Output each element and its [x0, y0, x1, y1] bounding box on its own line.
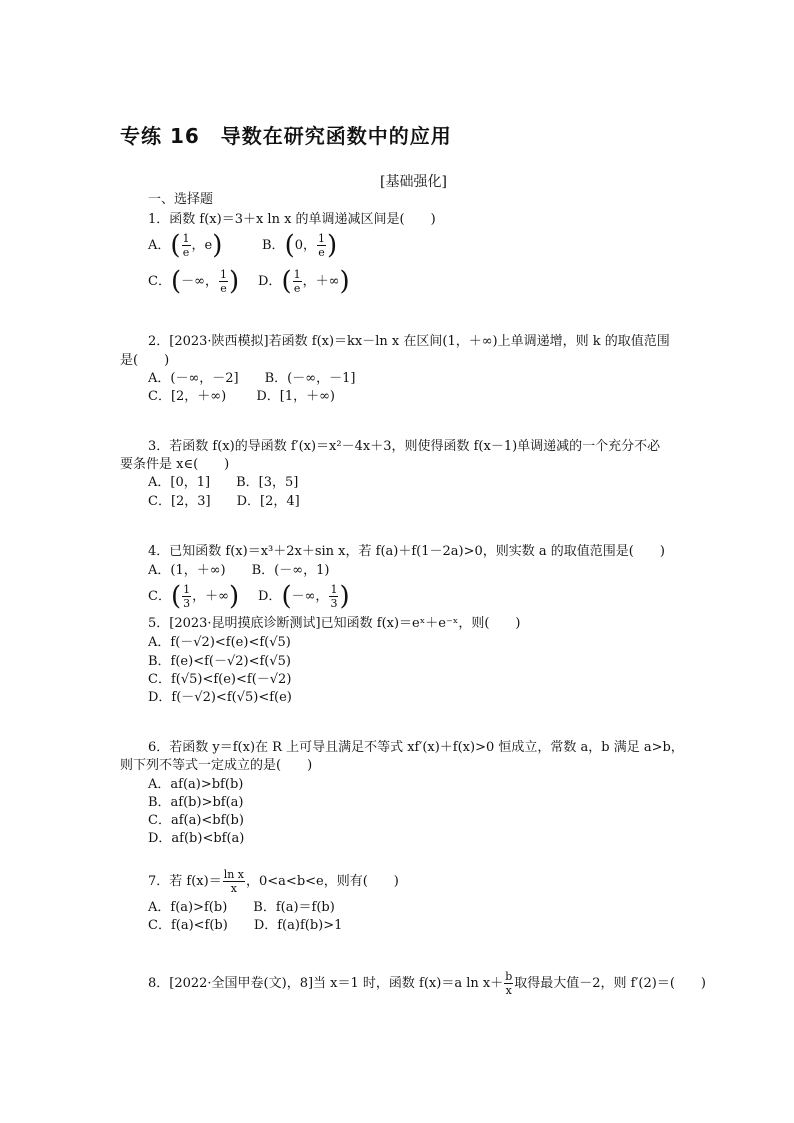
fraction: $\frac{\text{ln x}}{x}$ [223, 868, 245, 895]
question-6-option-a: A．af(a)>bf(b) [148, 777, 244, 792]
question-4-option-d: D．(－∞， $\frac{1}{3}$ ) [258, 581, 350, 612]
fraction: $\frac{1}{3}$ [183, 583, 191, 610]
fraction: $\frac{1}{e}$ [318, 232, 325, 259]
question-4-stem: 4．已知函数 f(x)＝x³＋2x＋sin x，若 f(a)＋f(1－2a)>0，则实数 a 的取值范围是( ) [148, 544, 665, 559]
question-1-option-a: A．( $\frac{1}{e}$ ，e) [148, 230, 223, 261]
fraction: $\frac{1}{e}$ [219, 268, 227, 295]
option-label: D． [258, 589, 282, 604]
question-3-stem-line1: 3．若函数 f(x)的导函数 f′(x)＝x²－4x＋3，则使得函数 f(x－1)单调递减的一个充分不必 [148, 439, 661, 454]
question-2-options-cd: C．[2，＋∞) D．[1，＋∞) [148, 389, 335, 404]
question-1-option-b: B．(0， $\frac{1}{e}$ ) [262, 230, 338, 261]
question-1-option-d: D．( $\frac{1}{e}$ ，＋∞) [258, 266, 350, 297]
question-1-stem: 1．函数 f(x)＝3＋x ln x 的单调递减区间是( ) [148, 212, 436, 227]
question-4-option-c: C．( $\frac{1}{3}$ ，＋∞) [148, 581, 240, 612]
section-heading: [基础强化] [380, 174, 447, 190]
fraction: $\frac{1}{e}$ [293, 268, 301, 295]
option-label: C． [148, 274, 171, 289]
question-6-option-c: C．af(a)<bf(b) [148, 813, 244, 828]
option-label: C． [148, 589, 171, 604]
fraction: $\frac{1}{3}$ [330, 583, 338, 610]
question-5-option-a: A．f(－√2)<f(e)<f(√5) [148, 635, 291, 650]
question-3-stem-line2: 要条件是 x∈( ) [120, 457, 230, 472]
fraction: $\frac{1}{e}$ [182, 232, 190, 259]
question-5-stem: 5．[2023·昆明摸底诊断测试]已知函数 f(x)＝eˣ＋e⁻ˣ，则( ) [148, 616, 521, 631]
option-label: B． [262, 238, 285, 253]
part-heading: 一、选择题 [148, 192, 214, 207]
question-3-options-cd: C．[2，3] D．[2，4] [148, 494, 300, 509]
question-5-option-d: D．f(－√2)<f(√5)<f(e) [148, 690, 292, 705]
option-label: D． [258, 274, 282, 289]
question-6-option-d: D．af(b)<bf(a) [148, 831, 245, 846]
question-7-options-ab: A．f(a)>f(b) B．f(a)＝f(b) [148, 900, 335, 915]
question-2-options-ab: A．(－∞，－2] B．(－∞，－1] [148, 371, 356, 386]
question-4-options-ab: A．(1，＋∞) B．(－∞，1) [148, 563, 330, 578]
question-6-stem-line2: 则下列不等式一定成立的是( ) [120, 758, 313, 773]
question-6-option-b: B．af(b)>bf(a) [148, 795, 244, 810]
question-3-options-ab: A．[0，1] B．[3，5] [148, 475, 299, 490]
question-5-option-c: C．f(√5)<f(e)<f(－√2) [148, 672, 292, 687]
question-2-stem-line1: 2．[2023·陕西模拟]若函数 f(x)＝kx－ln x 在区间(1，＋∞)上单调递增，则 k 的取值范围 [148, 334, 670, 349]
question-5-option-b: B．f(e)<f(－√2)<f(√5) [148, 654, 292, 669]
page-title: 专练 16 导数在研究函数中的应用 [120, 124, 452, 148]
question-7-stem: 7．若 f(x)＝ $\frac{\text{ln x}}{x}$ ，0<a<b<e，则有( ) [148, 868, 399, 895]
question-1-option-c: C．(－∞， $\frac{1}{e}$ ) [148, 266, 240, 297]
fraction: $\frac{b}{x}$ [505, 970, 513, 997]
option-label: A． [148, 238, 171, 253]
question-8-stem: 8．[2022·全国甲卷(文)，8]当 x＝1 时，函数 f(x)＝a ln x＋ $\frac{b}{x}$ 取得最大值－2，则 f′(2)＝( ) [148, 970, 706, 997]
question-6-stem-line1: 6．若函数 y＝f(x)在 R 上可导且满足不等式 xf′(x)＋f(x)>0 恒成立，常数 a，b 满足 a>b， [148, 740, 684, 755]
question-2-stem-line2: 是( ) [120, 353, 170, 368]
question-7-options-cd: C．f(a)<f(b) D．f(a)f(b)>1 [148, 918, 343, 933]
